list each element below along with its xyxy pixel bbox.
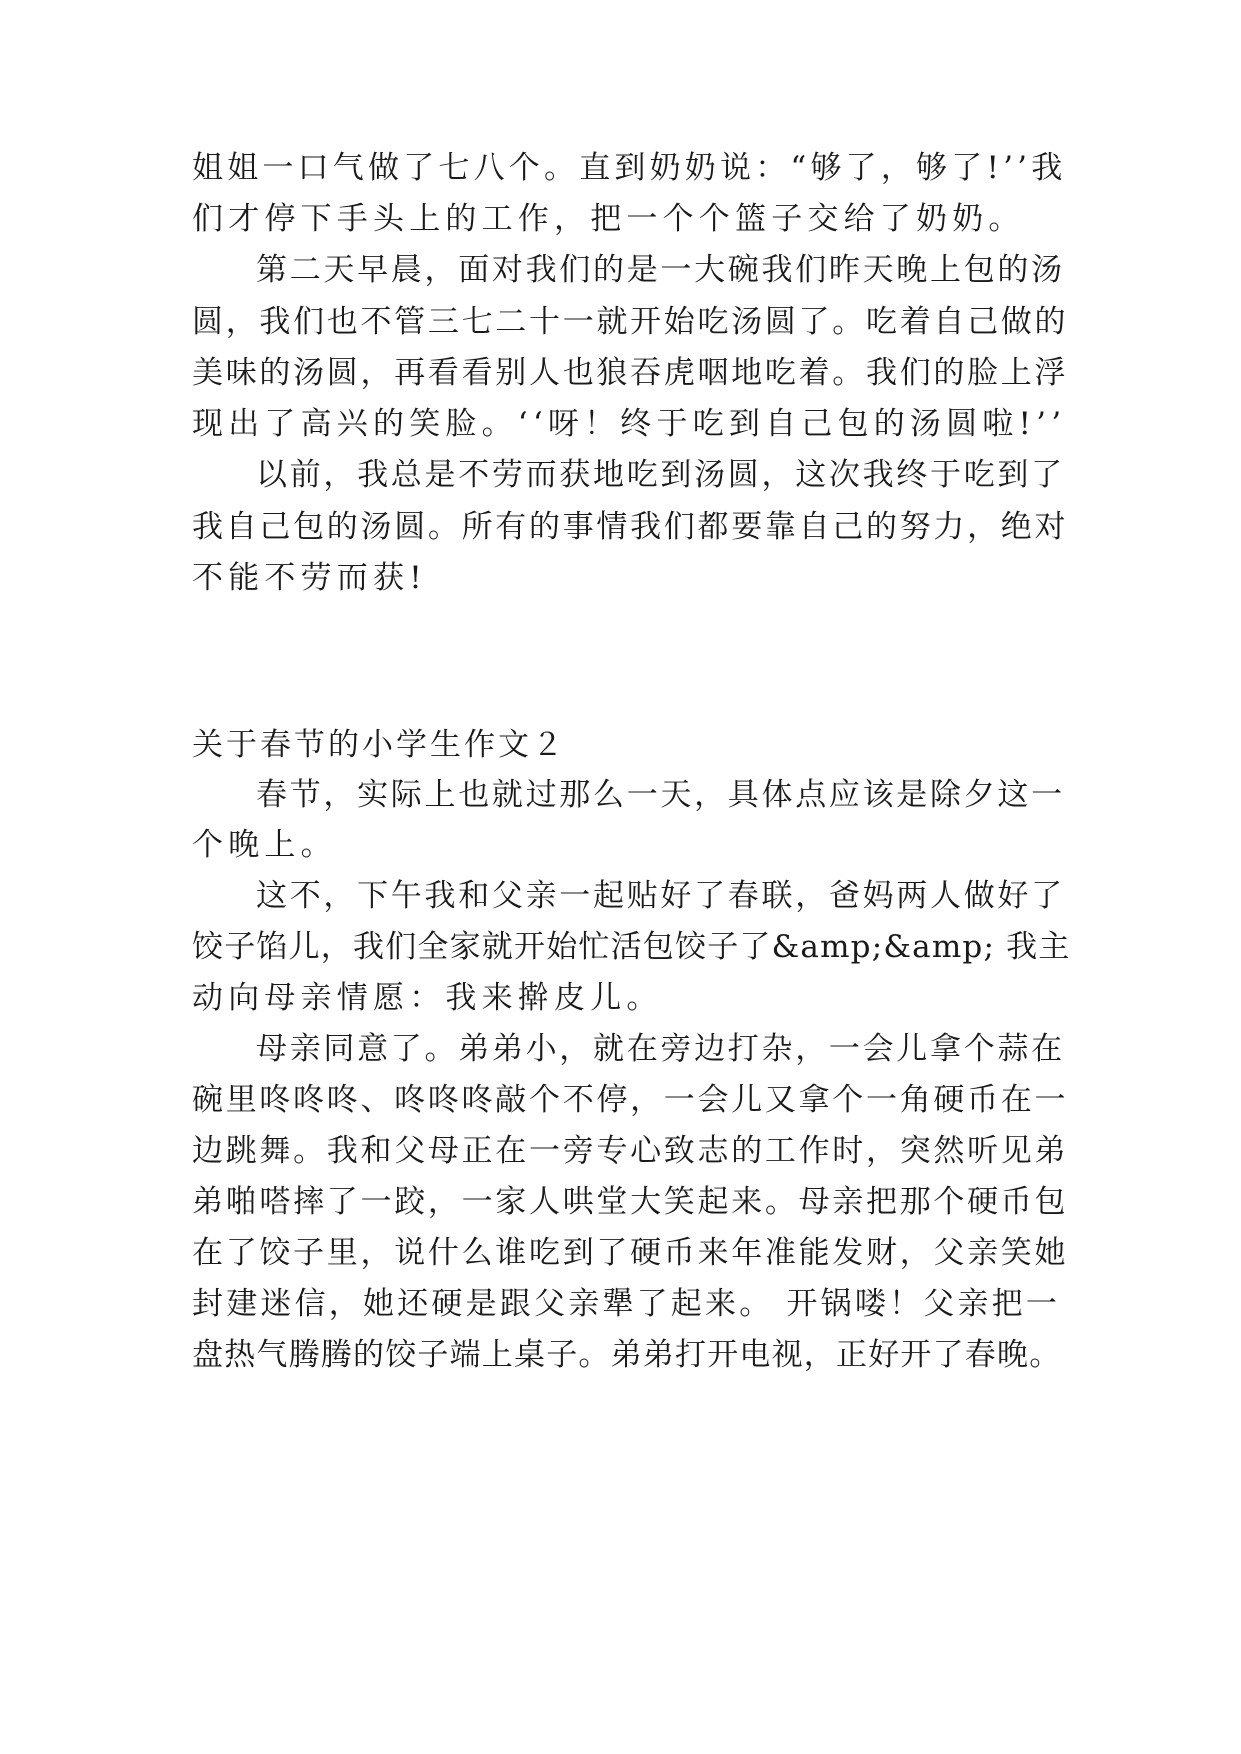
paragraph-line: 姐姐一口气做了七八个。直到奶奶说：“够了，够了!’’我 [192,150,1067,186]
paragraph-line: 饺子馅儿，我们全家就开始忙活包饺子了&amp;&amp; 我主 [192,929,1071,965]
paragraph-line: 弟啪嗒摔了一跤，一家人哄堂大笑起来。母亲把那个硬币包 [192,1184,1069,1220]
essay-heading: 关于春节的小学生作文２ [192,727,566,763]
paragraph-line: 圆，我们也不管三七二十一就开始吃汤圆了。吃着自己做的 [192,304,1069,340]
paragraph-line: 在了饺子里，说什么谁吃到了硬币来年准能发财，父亲笑她 [192,1235,1069,1271]
paragraph-line: 春节，实际上也就过那么一天，具体点应该是除夕这一 [256,777,1065,813]
paragraph-line: 美味的汤圆，再看看别人也狼吞虎咽地吃着。我们的脸上浮 [192,355,1069,391]
paragraph-line: 封建迷信，她还硬是跟父亲犟了起来。 开锅喽！父亲把一 [192,1286,1061,1322]
paragraph-line: 第二天早晨，面对我们的是一大碗我们昨天晚上包的汤 [256,252,1065,288]
paragraph-line: 盘热气腾腾的饺子端上桌子。弟弟打开电视，正好开了春晚。 [192,1337,1062,1373]
paragraph-line: 母亲同意了。弟弟小，就在旁边打杂，一会儿拿个蒜在 [256,1031,1065,1067]
paragraph-line: 不能不劳而获! [192,560,427,596]
paragraph-line: 碗里咚咚咚、咚咚咚敲个不停，一会儿又拿个一角硬币在一 [192,1082,1069,1118]
paragraph-line: 现出了高兴的笑脸。‘‘呀！终于吃到自己包的汤圆啦!’’ [192,406,1067,442]
paragraph-line: 个晚上。 [192,827,337,863]
paragraph-line: 们才停下手头上的工作，把一个个篮子交给了奶奶。 [192,201,1025,237]
paragraph-line: 动向母亲情愿：我来擀皮儿。 [192,980,663,1016]
paragraph-line: 以前，我总是不劳而获地吃到汤圆，这次我终于吃到了 [256,457,1065,493]
paragraph-line: 边跳舞。我和父母正在一旁专心致志的工作时，突然听见弟 [192,1133,1069,1169]
paragraph-line: 我自己包的汤圆。所有的事情我们都要靠自己的努力，绝对 [192,509,1069,545]
paragraph-line: 这不，下午我和父亲一起贴好了春联，爸妈两人做好了 [256,878,1065,914]
